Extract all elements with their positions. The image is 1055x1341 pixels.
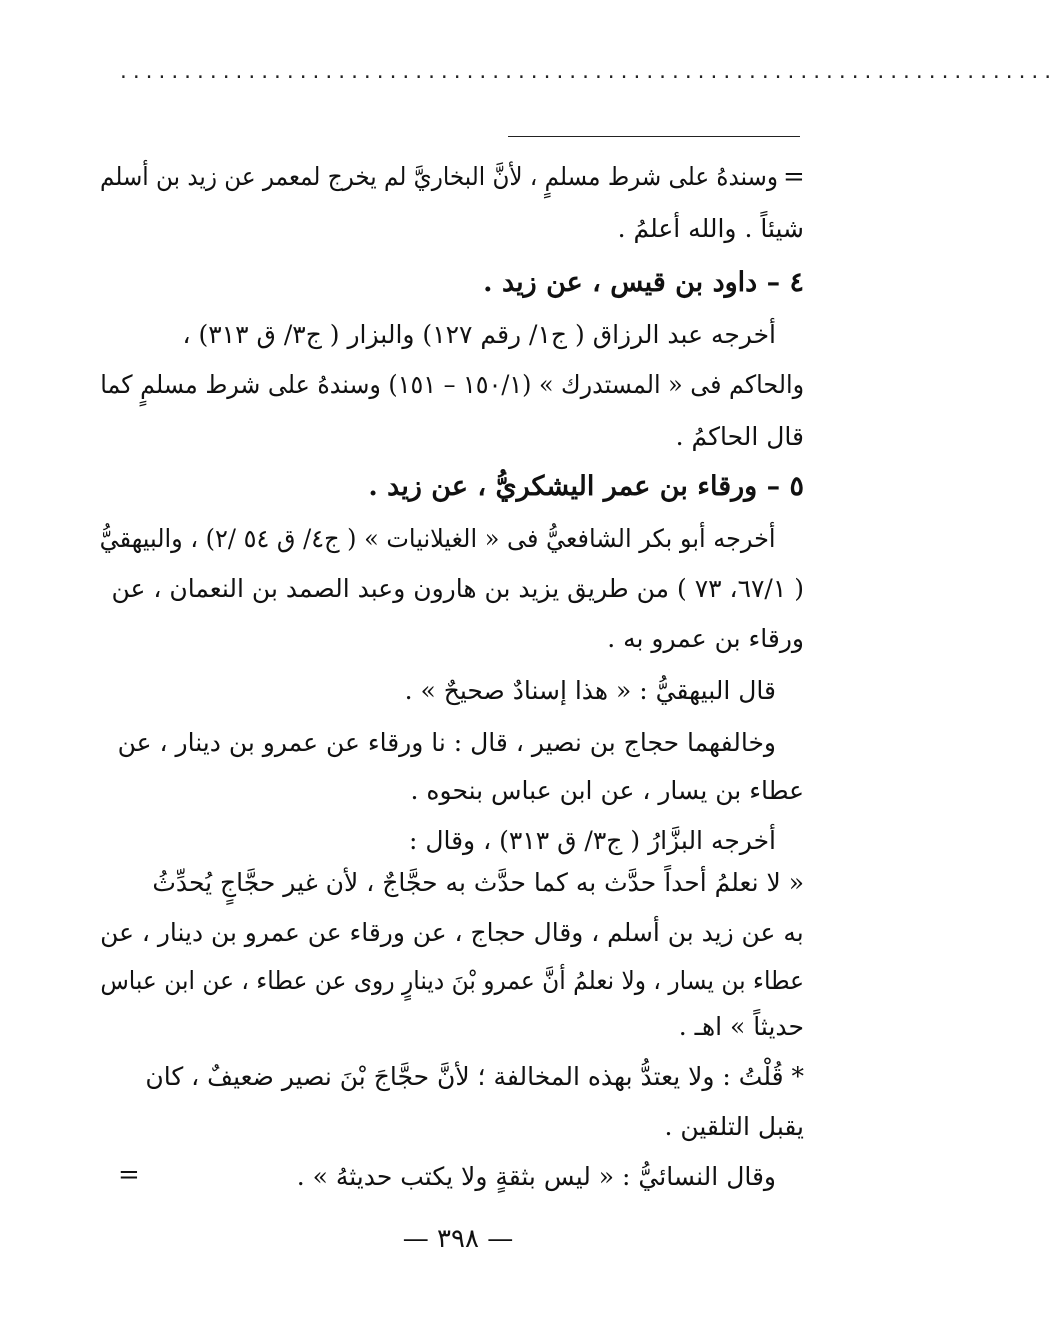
text-line-18: حديثاً » اهـ . (678, 1012, 804, 1041)
text-line-1: وسندهُ على شرط مسلمٍ ، لأنَّ البخاريَّ لم يخرج لمعمر عن زيد بن أسلم (100, 162, 778, 191)
text-line-14: أخرجه البزَّارُ ( ج٣/ ق ٣١٣) ، وقال : (408, 826, 776, 855)
text-line-16: به عن زيد بن أسلم ، وقال حجاج ، عن ورقاء عن عمرو بن دينار ، عن (100, 918, 804, 947)
text-line-12: وخالفهما حجاج بن نصير ، قال : نا ورقاء عن عمرو بن دينار ، عن (117, 728, 776, 757)
page-number: — ٣٩٨ — (402, 1224, 514, 1254)
text-line-21: وقال النسائيُّ : « ليس بثقةٍ ولا يكتب حديثهُ » . (296, 1162, 776, 1191)
text-line-5: والحاكم فى « المستدرك » (١٥٠/١ – ١٥١) وسندهُ على شرط مسلمٍ كما (100, 370, 804, 399)
text-line-11: قال البيهقيُّ : « هذا إسنادٌ صحيحٌ » . (404, 676, 776, 705)
continuation-mark-end: = (118, 1160, 140, 1190)
text-line-4: أخرجه عبد الرزاق ( ج١/ رقم ١٢٧) والبزار ( ج٣/ ق ٣١٣) ، (182, 320, 776, 349)
text-line-10: ورقاء بن عمرو به . (607, 624, 804, 653)
text-line-2: شيئاً . والله أعلمُ . (617, 214, 804, 243)
text-line-19: * قُلْتُ : ولا يعتدُّ بهذه المخالفة ؛ لأنَّ حجَّاجَ بْنَ نصير ضعيفٌ ، كان (145, 1062, 804, 1091)
text-line-13: عطاء بن يسار ، عن ابن عباس بنحوه . (410, 776, 804, 805)
continuation-mark-start: = (783, 162, 805, 192)
text-line-20: يقبل التلقين . (664, 1112, 804, 1141)
text-line-15: « لا نعلمُ أحداً حدَّث به كما حدَّث به حجَّاجٌ ، لأن غير حجَّاجٍ يُحدِّثُ (152, 868, 804, 897)
section-heading-4: ٤ – داود بن قيس ، عن زيد . (483, 267, 804, 298)
dotted-separator: ......................................................................... (118, 62, 1055, 83)
text-line-6: قال الحاكمُ . (675, 422, 804, 451)
section-heading-5: ٥ – ورقاء بن عمر اليشكريُّ ، عن زيد . (368, 471, 804, 502)
text-line-8: أخرجه أبو بكر الشافعيُّ فى « الغيلانيات » ( ج٤/ ق ٥٤ /٢) ، والبيهقيُّ (100, 524, 776, 553)
text-line-9: ( ٦٧/١، ٧٣ ) من طريق يزيد بن هارون وعبد الصمد بن النعمان ، عن (111, 574, 804, 603)
footnote-rule (508, 136, 800, 137)
text-line-17: عطاء بن يسار ، ولا نعلمُ أنَّ عمرو بْنَ دينارٍ روى عن عطاء ، عن ابن عباس (100, 966, 804, 995)
